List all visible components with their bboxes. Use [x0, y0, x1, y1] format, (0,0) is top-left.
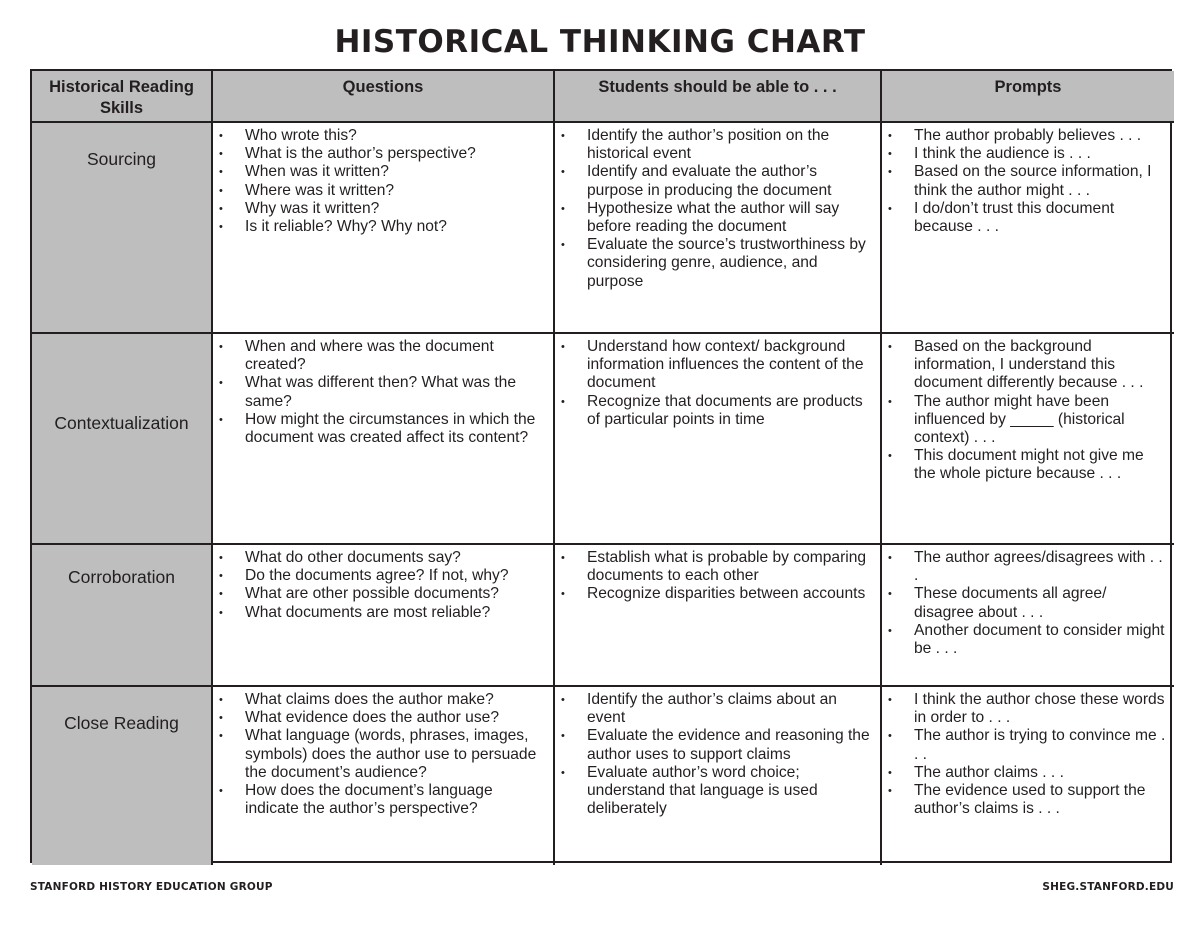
list-item: • Evaluate the source’s trustworthiness by considering genre, audience, and purpose	[561, 236, 874, 291]
able-cell	[555, 545, 882, 687]
list-item: • Evaluate author’s word choice; understand that language is used deliberately	[561, 764, 874, 819]
list-item: • The author might have been influenced by _____ (historical context) . . .	[888, 393, 1168, 448]
list-item: • What documents are most reliable?	[219, 604, 547, 622]
list-item: • Based on the background information, I understand this document differently because . . .	[888, 338, 1168, 393]
prompts-cell	[882, 545, 1174, 687]
header-students-able: Students should be able to . . .	[555, 71, 882, 123]
list-item: • The author probably believes . . .	[888, 127, 1168, 145]
list-item: • What claims does the author make?	[219, 691, 547, 709]
able-cell	[555, 687, 882, 865]
list-item: • Identify and evaluate the author’s purpose in producing the document	[561, 163, 874, 199]
list-item: • Who wrote this?	[219, 127, 547, 145]
header-skills: Historical Reading Skills	[32, 71, 213, 123]
list-item: • Establish what is probable by comparing documents to each other	[561, 549, 874, 585]
list-item: • I do/don’t trust this document because . . .	[888, 200, 1168, 236]
list-item: • Identify the author’s position on the historical event	[561, 127, 874, 163]
list-item: • Hypothesize what the author will say before reading the document	[561, 200, 874, 236]
prompts-cell	[882, 334, 1174, 545]
list-item: • Another document to consider might be . . .	[888, 622, 1168, 658]
page-title: HISTORICAL THINKING CHART	[334, 24, 866, 60]
list-item: • This document might not give me the whole picture because . . .	[888, 447, 1168, 483]
list-item: • The author is trying to convince me . . .	[888, 727, 1168, 763]
list-item: • Based on the source information, I think the author might . . .	[888, 163, 1168, 199]
list-item: • How might the circumstances in which the document was created affect its content?	[219, 411, 547, 447]
list-item: • Why was it written?	[219, 200, 547, 218]
questions-cell	[213, 545, 555, 687]
questions-cell	[213, 123, 555, 334]
list-item: • Identify the author’s claims about an event	[561, 691, 874, 727]
list-item: • Evaluate the evidence and reasoning the author uses to support claims	[561, 727, 874, 763]
prompts-cell	[882, 123, 1174, 334]
list-item: • The author agrees/disagrees with . . .	[888, 549, 1168, 585]
questions-cell	[213, 334, 555, 545]
list-item: • How does the document’s language indicate the author’s perspective?	[219, 782, 547, 818]
skill-corroboration: Corroboration	[32, 545, 213, 687]
able-cell	[555, 123, 882, 334]
list-item: • Recognize that documents are products of particular points in time	[561, 393, 874, 429]
list-item: • I think the audience is . . .	[888, 145, 1168, 163]
historical-thinking-table	[30, 69, 1172, 863]
list-item: • The author claims . . .	[888, 764, 1168, 782]
skill-contextualization: Contextualization	[32, 334, 213, 545]
list-item: • What is the author’s perspective?	[219, 145, 547, 163]
skill-close-reading: Close Reading	[32, 687, 213, 865]
skill-sourcing: Sourcing	[32, 123, 213, 334]
list-item: • What was different then? What was the same?	[219, 374, 547, 410]
header-prompts: Prompts	[882, 71, 1174, 123]
list-item: • Where was it written?	[219, 182, 547, 200]
footer-org: STANFORD HISTORY EDUCATION GROUP	[30, 881, 273, 893]
list-item: • What are other possible documents?	[219, 585, 547, 603]
list-item: • Is it reliable? Why? Why not?	[219, 218, 547, 236]
list-item: • Do the documents agree? If not, why?	[219, 567, 547, 585]
list-item: • Understand how context/ background information influences the content of the document	[561, 338, 874, 393]
able-cell	[555, 334, 882, 545]
questions-cell	[213, 687, 555, 865]
list-item: • I think the author chose these words in order to . . .	[888, 691, 1168, 727]
list-item: • When was it written?	[219, 163, 547, 181]
list-item: • These documents all agree/ disagree about . . .	[888, 585, 1168, 621]
header-questions: Questions	[213, 71, 555, 123]
footer-website: SHEG.STANFORD.EDU	[1042, 881, 1174, 893]
list-item: • When and where was the document created?	[219, 338, 547, 374]
list-item: • The evidence used to support the author’s claims is . . .	[888, 782, 1168, 818]
list-item: • What language (words, phrases, images, symbols) does the author use to persuade the document’s audience?	[219, 727, 547, 782]
list-item: • What evidence does the author use?	[219, 709, 547, 727]
list-item: • Recognize disparities between accounts	[561, 585, 874, 603]
prompts-cell	[882, 687, 1174, 865]
list-item: • What do other documents say?	[219, 549, 547, 567]
